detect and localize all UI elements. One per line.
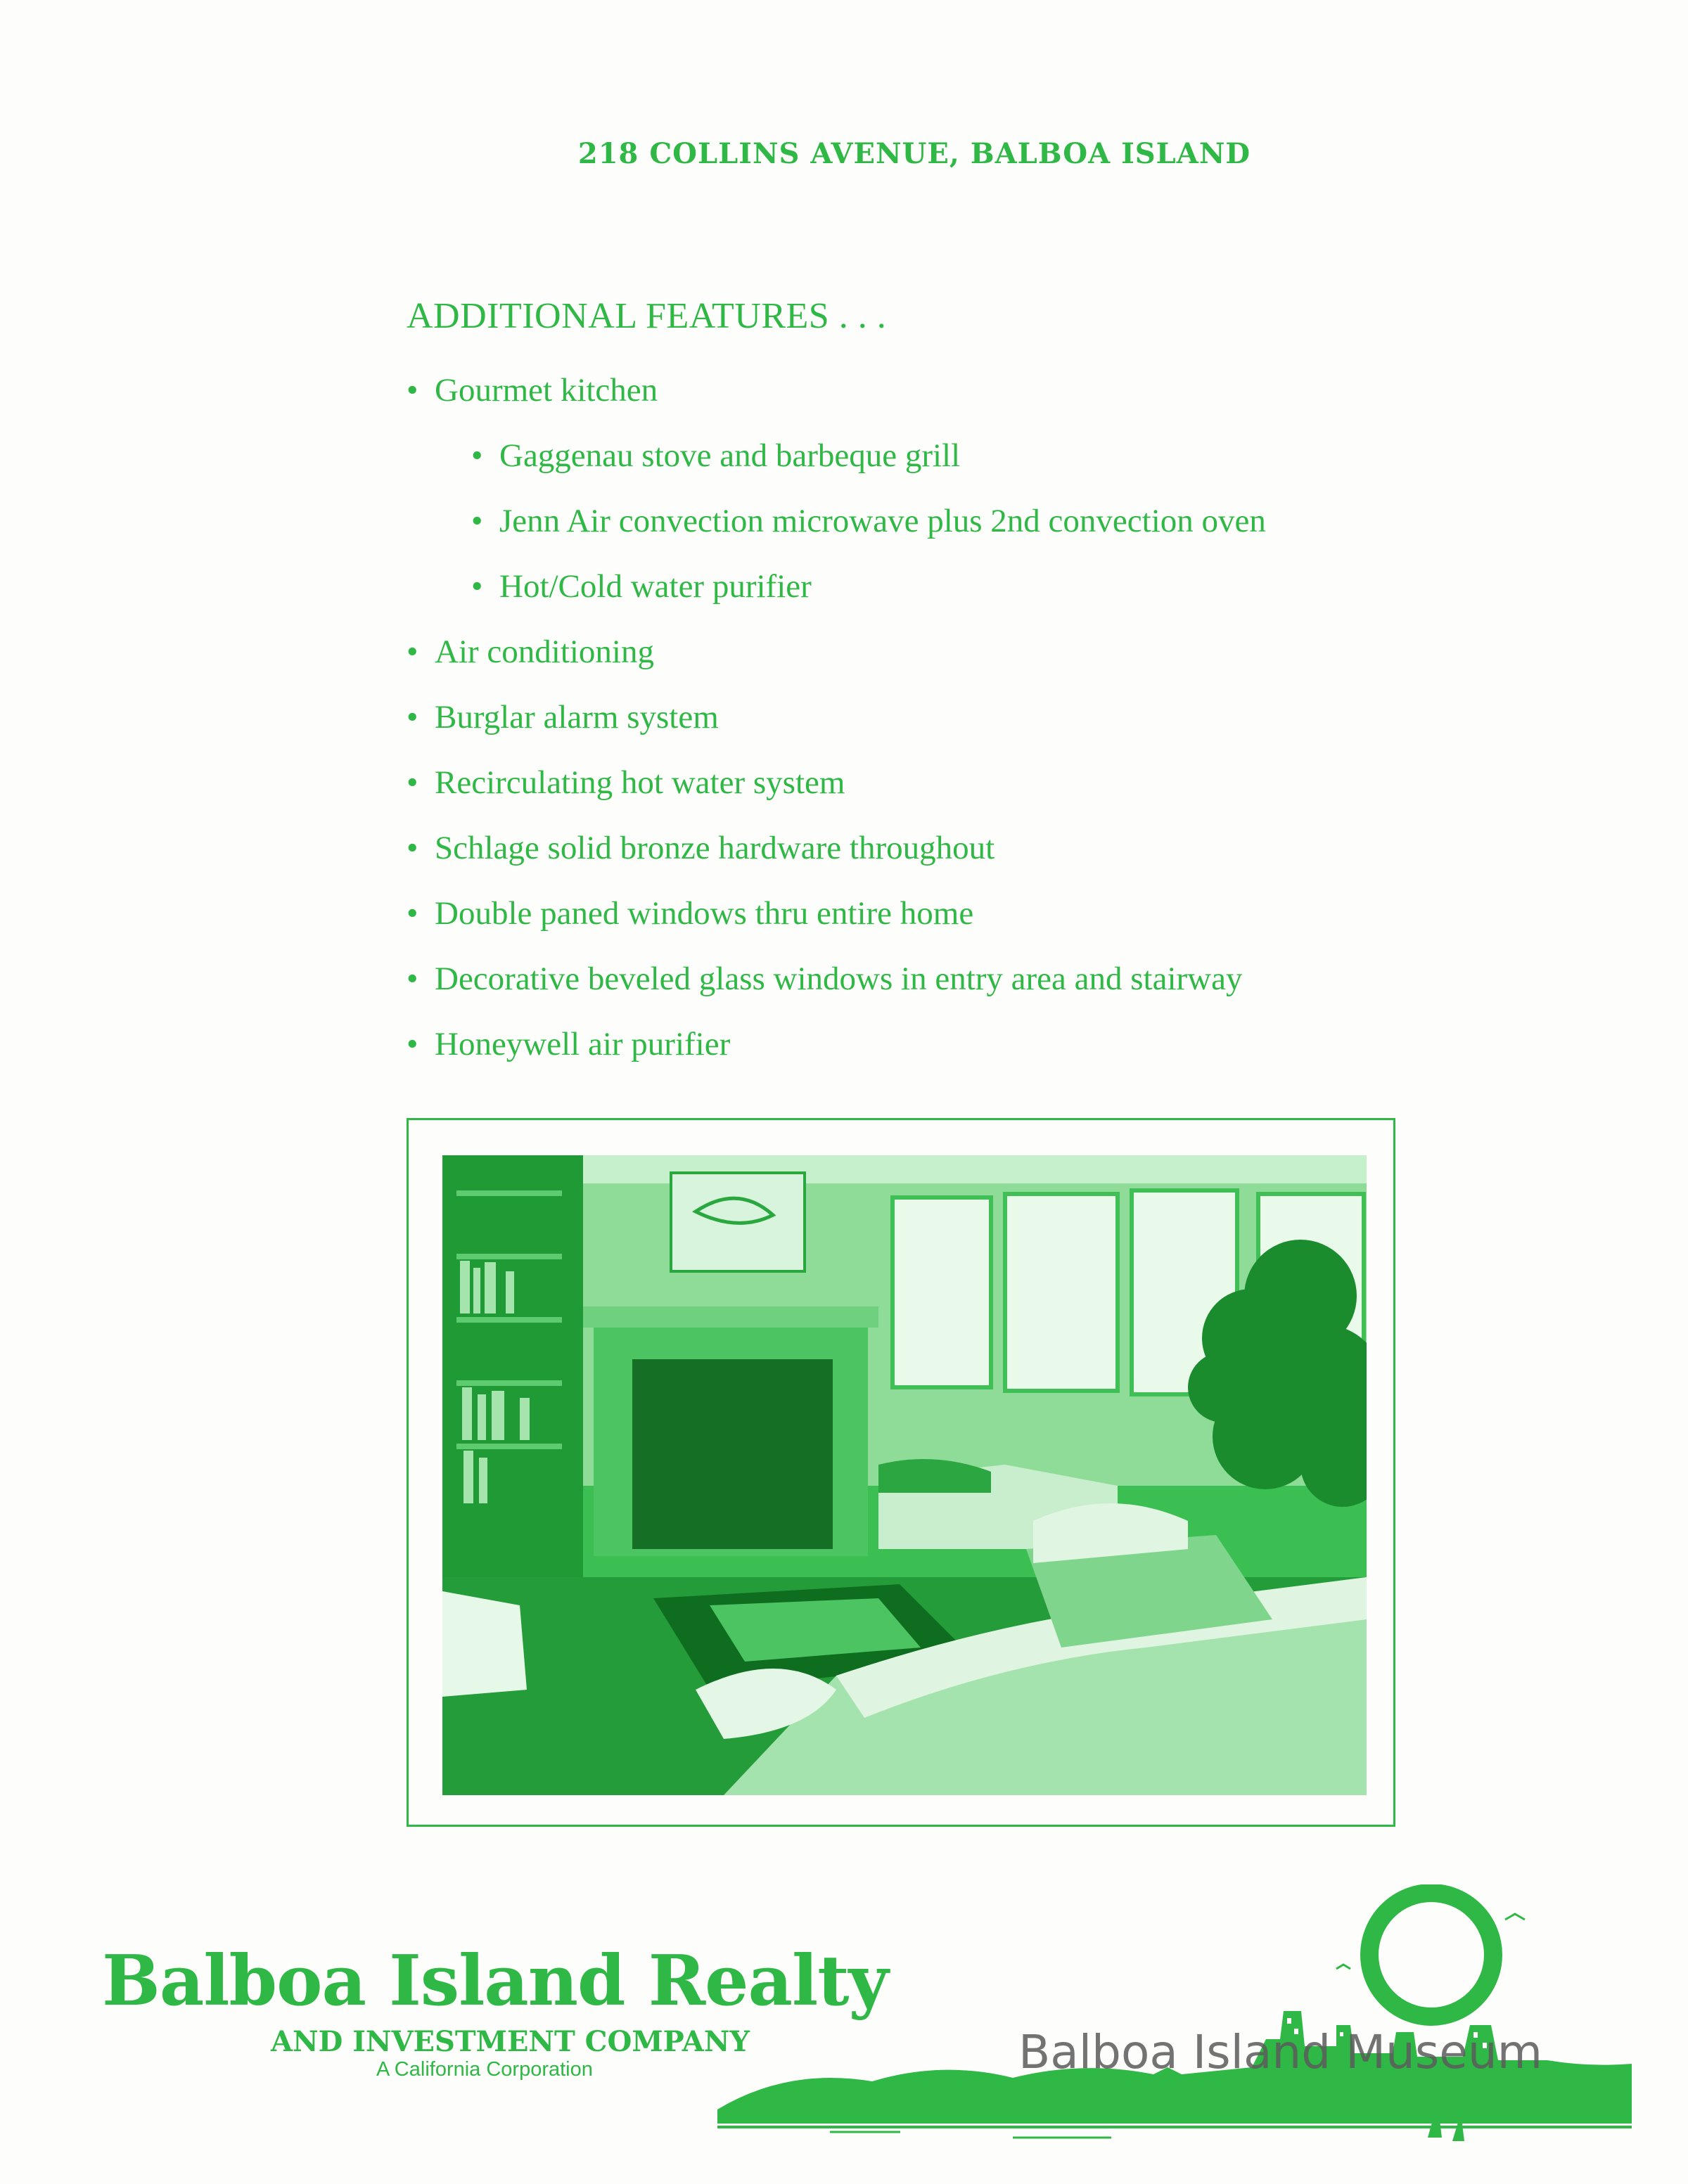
features-heading: ADDITIONAL FEATURES . . . xyxy=(407,296,887,336)
feature-item xyxy=(407,1012,1462,1077)
feature-label: Recirculating hot water system xyxy=(435,764,845,801)
bullet-icon: • xyxy=(471,568,483,605)
company-logo-name: Balboa Island Realty xyxy=(102,1941,888,2022)
bullet-icon: • xyxy=(471,437,483,474)
feature-label: Gourmet kitchen xyxy=(435,372,658,409)
bullet-icon: • xyxy=(407,961,418,997)
bullet-icon: • xyxy=(407,895,418,932)
logo-skyline-illustration xyxy=(717,1884,1632,2152)
feature-subitem xyxy=(407,423,1462,489)
feature-label: Honeywell air purifier xyxy=(435,1026,731,1062)
bullet-icon: • xyxy=(407,764,418,801)
feature-list xyxy=(407,358,1462,1077)
feature-item xyxy=(407,946,1462,1012)
bullet-icon: • xyxy=(471,503,483,539)
bullet-icon: • xyxy=(407,1026,418,1062)
photo-frame xyxy=(407,1118,1395,1827)
feature-label: Decorative beveled glass windows in entry area and stairway xyxy=(435,961,1243,997)
feature-label: Jenn Air convection microwave plus 2nd convection oven xyxy=(499,503,1266,539)
feature-item xyxy=(407,358,1462,423)
features-section xyxy=(407,295,1462,1077)
feature-item xyxy=(407,685,1462,750)
feature-item xyxy=(407,619,1462,685)
museum-watermark: Balboa Island Museum xyxy=(1018,2025,1542,2079)
feature-subitem xyxy=(407,554,1462,619)
feature-item xyxy=(407,881,1462,946)
feature-label: Gaggenau stove and barbeque grill xyxy=(499,437,961,474)
company-logo-subtitle: AND INVESTMENT COMPANY xyxy=(271,2025,750,2058)
property-address: 218 COLLINS AVENUE, BALBOA ISLAND xyxy=(577,137,1251,170)
feature-subitem xyxy=(407,489,1462,554)
feature-label: Hot/Cold water purifier xyxy=(499,568,812,605)
company-corporation-note: A California Corporation xyxy=(376,2058,593,2081)
bullet-icon: • xyxy=(407,699,418,736)
feature-item xyxy=(407,816,1462,881)
feature-label: Burglar alarm system xyxy=(435,699,719,736)
bullet-icon: • xyxy=(407,372,418,409)
feature-label: Air conditioning xyxy=(435,634,654,670)
bullet-icon: • xyxy=(407,634,418,670)
feature-label: Double paned windows thru entire home xyxy=(435,895,974,932)
feature-item xyxy=(407,750,1462,816)
bullet-icon: • xyxy=(407,830,418,866)
living-room-photo xyxy=(442,1155,1367,1795)
feature-label: Schlage solid bronze hardware throughout xyxy=(435,830,995,866)
